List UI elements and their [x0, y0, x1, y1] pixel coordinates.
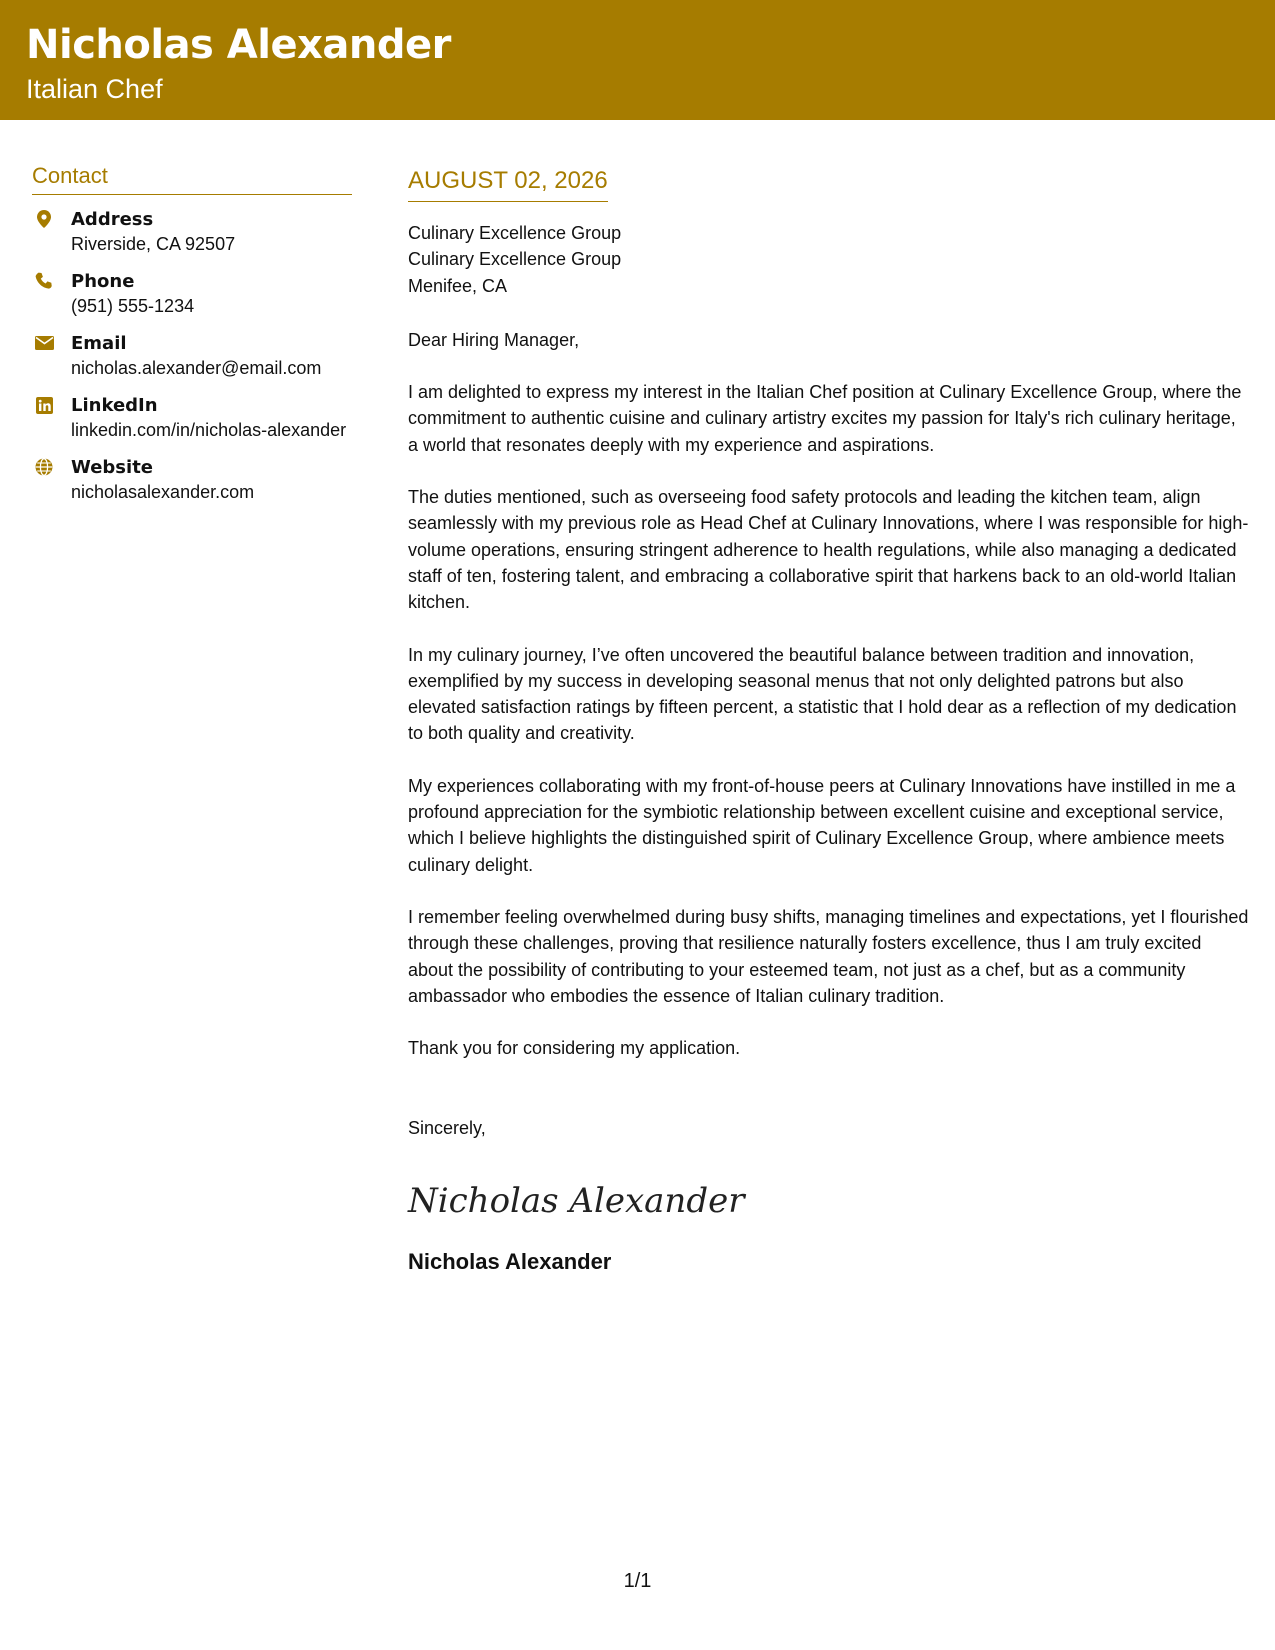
contact-sidebar — [32, 162, 352, 517]
contact-value: (951) 555-1234 — [71, 296, 195, 316]
letter-paragraph: The duties mentioned, such as overseeing food safety protocols and leading the kitchen team, align seamlessly with my previous role as Head Chef at Culinary Innovations, where I was responsible for high-volume operations, ensuring stringent adherence to health regulations, while also managing a dedicated staff of ten, fostering talent, and embracing a collaborative spirit that harkens back to an old-world Italian kitchen. — [408, 487, 1249, 613]
envelope-icon — [34, 333, 54, 353]
signature-text: Nicholas Alexander — [408, 1180, 745, 1221]
letter-paragraph: I am delighted to express my interest in the Italian Chef position at Culinary Excellence Group, where the commitment to authentic cuisine and culinary artistry excites my passion for Italy's rich culinary heritage, a world that resonates deeply with my experience and aspirations. — [408, 382, 1242, 455]
letter-date: AUGUST 02, 2026 — [408, 166, 608, 202]
contact-phone — [32, 269, 352, 319]
contact-website — [32, 455, 352, 505]
globe-icon — [34, 457, 54, 477]
letter-paragraph: Thank you for considering my application. — [408, 1038, 741, 1059]
contact-value: nicholasalexander.com — [71, 482, 255, 502]
page-number: 1/1 — [623, 1570, 652, 1592]
map-pin-icon — [34, 209, 54, 229]
contact-label: Phone — [71, 271, 135, 292]
linkedin-icon — [34, 395, 54, 415]
closing: Sincerely, — [408, 1118, 486, 1139]
candidate-role: Italian Chef — [26, 74, 163, 104]
letter-paragraph: My experiences collaborating with my front-of-house peers at Culinary Innovations have instilled in me a profound appreciation for the symbiotic relationship between excellent cuisine and exceptional service, which I believe highlights the distinguished spirit of Culinary Excellence Group, where ambience meets culinary delight. — [408, 775, 1236, 875]
candidate-name: Nicholas Alexander — [26, 22, 451, 68]
contact-value: nicholas.alexander@email.com — [71, 358, 322, 378]
contact-heading: Contact — [32, 162, 352, 195]
contact-value: linkedin.com/in/nicholas-alexander — [71, 420, 347, 440]
phone-icon — [34, 271, 54, 291]
recipient-line: Culinary Excellence Group — [408, 223, 622, 243]
letter-paragraph: In my culinary journey, I’ve often uncovered the beautiful balance between tradition and innovation, exemplified by my success in developing seasonal menus that not only delighted patrons but also elevated satisfaction ratings by fifteen percent, a statistic that I hold dear as a reflection of my dedication to both quality and creativity. — [408, 644, 1237, 744]
recipient-line: Culinary Excellence Group — [408, 249, 622, 270]
contact-label: LinkedIn — [71, 395, 158, 416]
salutation: Dear Hiring Manager, — [408, 329, 580, 350]
handwritten-signature — [408, 1168, 745, 1228]
contact-label: Website — [71, 457, 154, 478]
recipient-block — [408, 220, 1250, 299]
contact-email — [32, 331, 352, 381]
letter-body — [408, 166, 1250, 1276]
letter-paragraph: I remember feeling overwhelmed during busy shifts, managing timelines and expectations, yet I flourished through these challenges, proving that resilience naturally fosters excellence, thus I am truly excited about the possibility of contributing to your esteemed team, not just as a chef, but as a community ambassador who embodies the essence of Italian culinary tradition. — [408, 906, 1249, 1006]
contact-value: Riverside, CA 92507 — [71, 234, 236, 254]
contact-address — [32, 207, 352, 257]
contact-label: Email — [71, 333, 127, 354]
contact-label: Address — [71, 209, 154, 230]
recipient-line: Menifee, CA — [408, 275, 508, 296]
contact-linkedin — [32, 393, 352, 443]
header-banner — [0, 0, 1275, 120]
signer-name: Nicholas Alexander — [408, 1248, 612, 1274]
